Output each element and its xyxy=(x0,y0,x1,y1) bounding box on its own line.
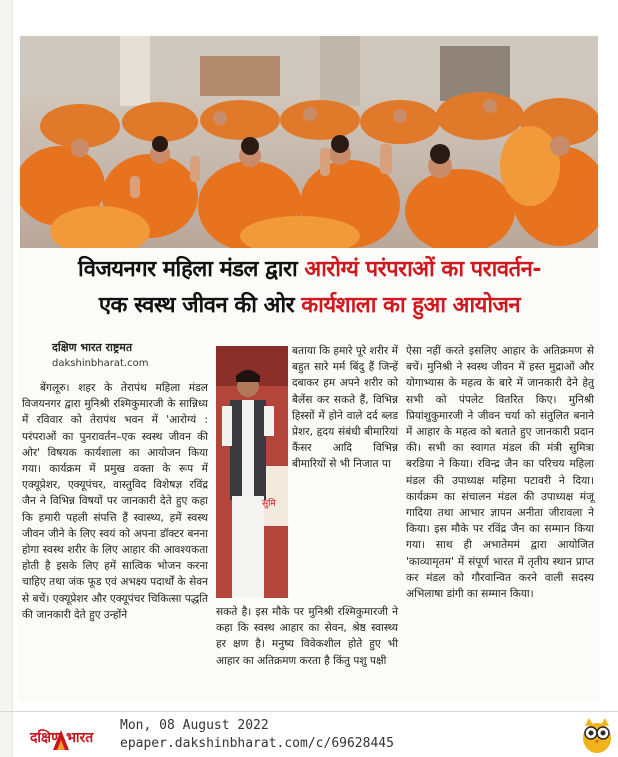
headline-line-2-red: कार्यशाला का हुआ आयोजन xyxy=(301,293,521,318)
site-credit: dakshinbharat.com xyxy=(52,358,149,369)
article-column-1: बेंगलूरु। शहर के तेरापंथ महिला मंडल विजयनगर द्वारा मुनिश्री रश्मिकुमारजी के सान्निध्य में रविवार को तेरापंथ भवन में 'आरोग्यं : परंपराओं का पुनरावर्तन–एक स्वस्थ जीवन की ओर' विषयक कार्यशाला का आयोजन किया गया। कार्यक्रम में प्रमुख वक्ता के रूप में एक्यूप्रेशर, एक्यूपंचर, वास्तुविद विशेषज्ञ रविंद्र जैन ने विभिन्न विषयों पर जानकारी देते हुए कहा कि हमारी पहली संपत्ति हैं स्वास्थ्य, हमें स्वस्थ जीवन जीने के लिए स्वयं को अपना डॉक्टर बनना होगा स्वस्थ शरीर के लिए आहार की आवश्यकता होती है इसके लिए हमें सात्विक भोजन करना चाहिए तथा जंक फूड एवं अभक्ष्य पदार्थों के सेवन से बचें। एक्यूप्रेशर और एक्यूपंचर चिकित्सा पद्धति की जानकारी देते हुए उन्होंने xyxy=(22,382,208,621)
headline-line-1 xyxy=(22,252,597,288)
epaper-url[interactable]: epaper.dakshinbharat.com/c/69628445 xyxy=(120,736,394,751)
headline-line-2 xyxy=(22,288,597,324)
speaker-photo xyxy=(216,346,288,598)
edition-date: Mon, 08 August 2022 xyxy=(120,718,269,733)
byline: दक्षिण भारत राष्ट्रमत xyxy=(52,341,133,354)
article-column-3: ऐसा नहीं करते इसलिए आहार के अतिक्रमण से बचें। मुनिश्री ने स्वस्थ जीवन में हस्त मुद्राओं और योगाभ्यास के महत्व के बारे में जानकारी देने हेतु सभी को पंपलेट वितरित किए। मुनिश्री प्रियांशुकुमारजी ने जीवन चर्या को संतुलित बनाने में आहार के महत्व को बताते हुए जानकारी प्रदान की। सभी का स्वागत मंडल की मंत्री सुमित्रा बरडिया ने किया। रविन्द्र जैन का परिचय महिला मंडल की उपाध्यक्ष महिमा पटावरी ने दिया। कार्यक्रम का संचालन मंडल की उपाध्यक्ष मंजू गादिया तथा आभार ज्ञापन अनीता जीरावला ने किया। इस मौके पर रविंद्र जैन का सम्मान किया गया। साथ ही अभातेममं द्वारा आयोजित 'काव्यामृतम' में संपूर्ण भारत में तृतीय स्थान प्राप्त कर मंडल को गौरवान्वित करने वाली सदस्य अभिलाषा डांगी का सम्मान किया। xyxy=(406,345,594,601)
page-left-edge xyxy=(0,0,13,757)
inset-sign-text: सुमि xyxy=(262,499,276,509)
footer-divider xyxy=(0,711,618,712)
headline xyxy=(22,252,597,324)
headline-line-1-black: विजयनगर महिला मंडल द्वारा xyxy=(78,257,305,282)
owl-mascot-icon xyxy=(580,716,614,754)
headline-line-2-black: एक स्वस्थ जीवन की ओर xyxy=(98,293,302,318)
brand-name: दक्षिण भारत xyxy=(30,730,94,746)
event-photo xyxy=(20,36,598,248)
article-column-2-bottom: सकते है। इस मौके पर मुनिश्री रश्मिकुमारजी ने कहा कि स्वस्थ आहार का सेवन, श्रेष्ठ स्वास्थ्य हर क्षण है। मनुष्य विवेकशील होते हुए भी आहार का अतिक्रमण करता है किंतु पशु पक्षी xyxy=(216,606,398,667)
article-column-2-top: बताया कि हमारे पूरे शरीर में बहुत सारे मर्म बिंदु हैं जिन्हें दबाकर हम अपने शरीर को बैलेंस कर सकते हैं, विभिन्न हिस्सों में होने वाले दर्द ब्लड प्रेशर, हृदय संबंधी बीमारियां कैंसर आदि विभिन्न बीमारियों से भी निजात पा xyxy=(292,345,398,471)
headline-line-1-red: आरोग्यं परंपराओं का परावर्तन- xyxy=(304,257,541,282)
